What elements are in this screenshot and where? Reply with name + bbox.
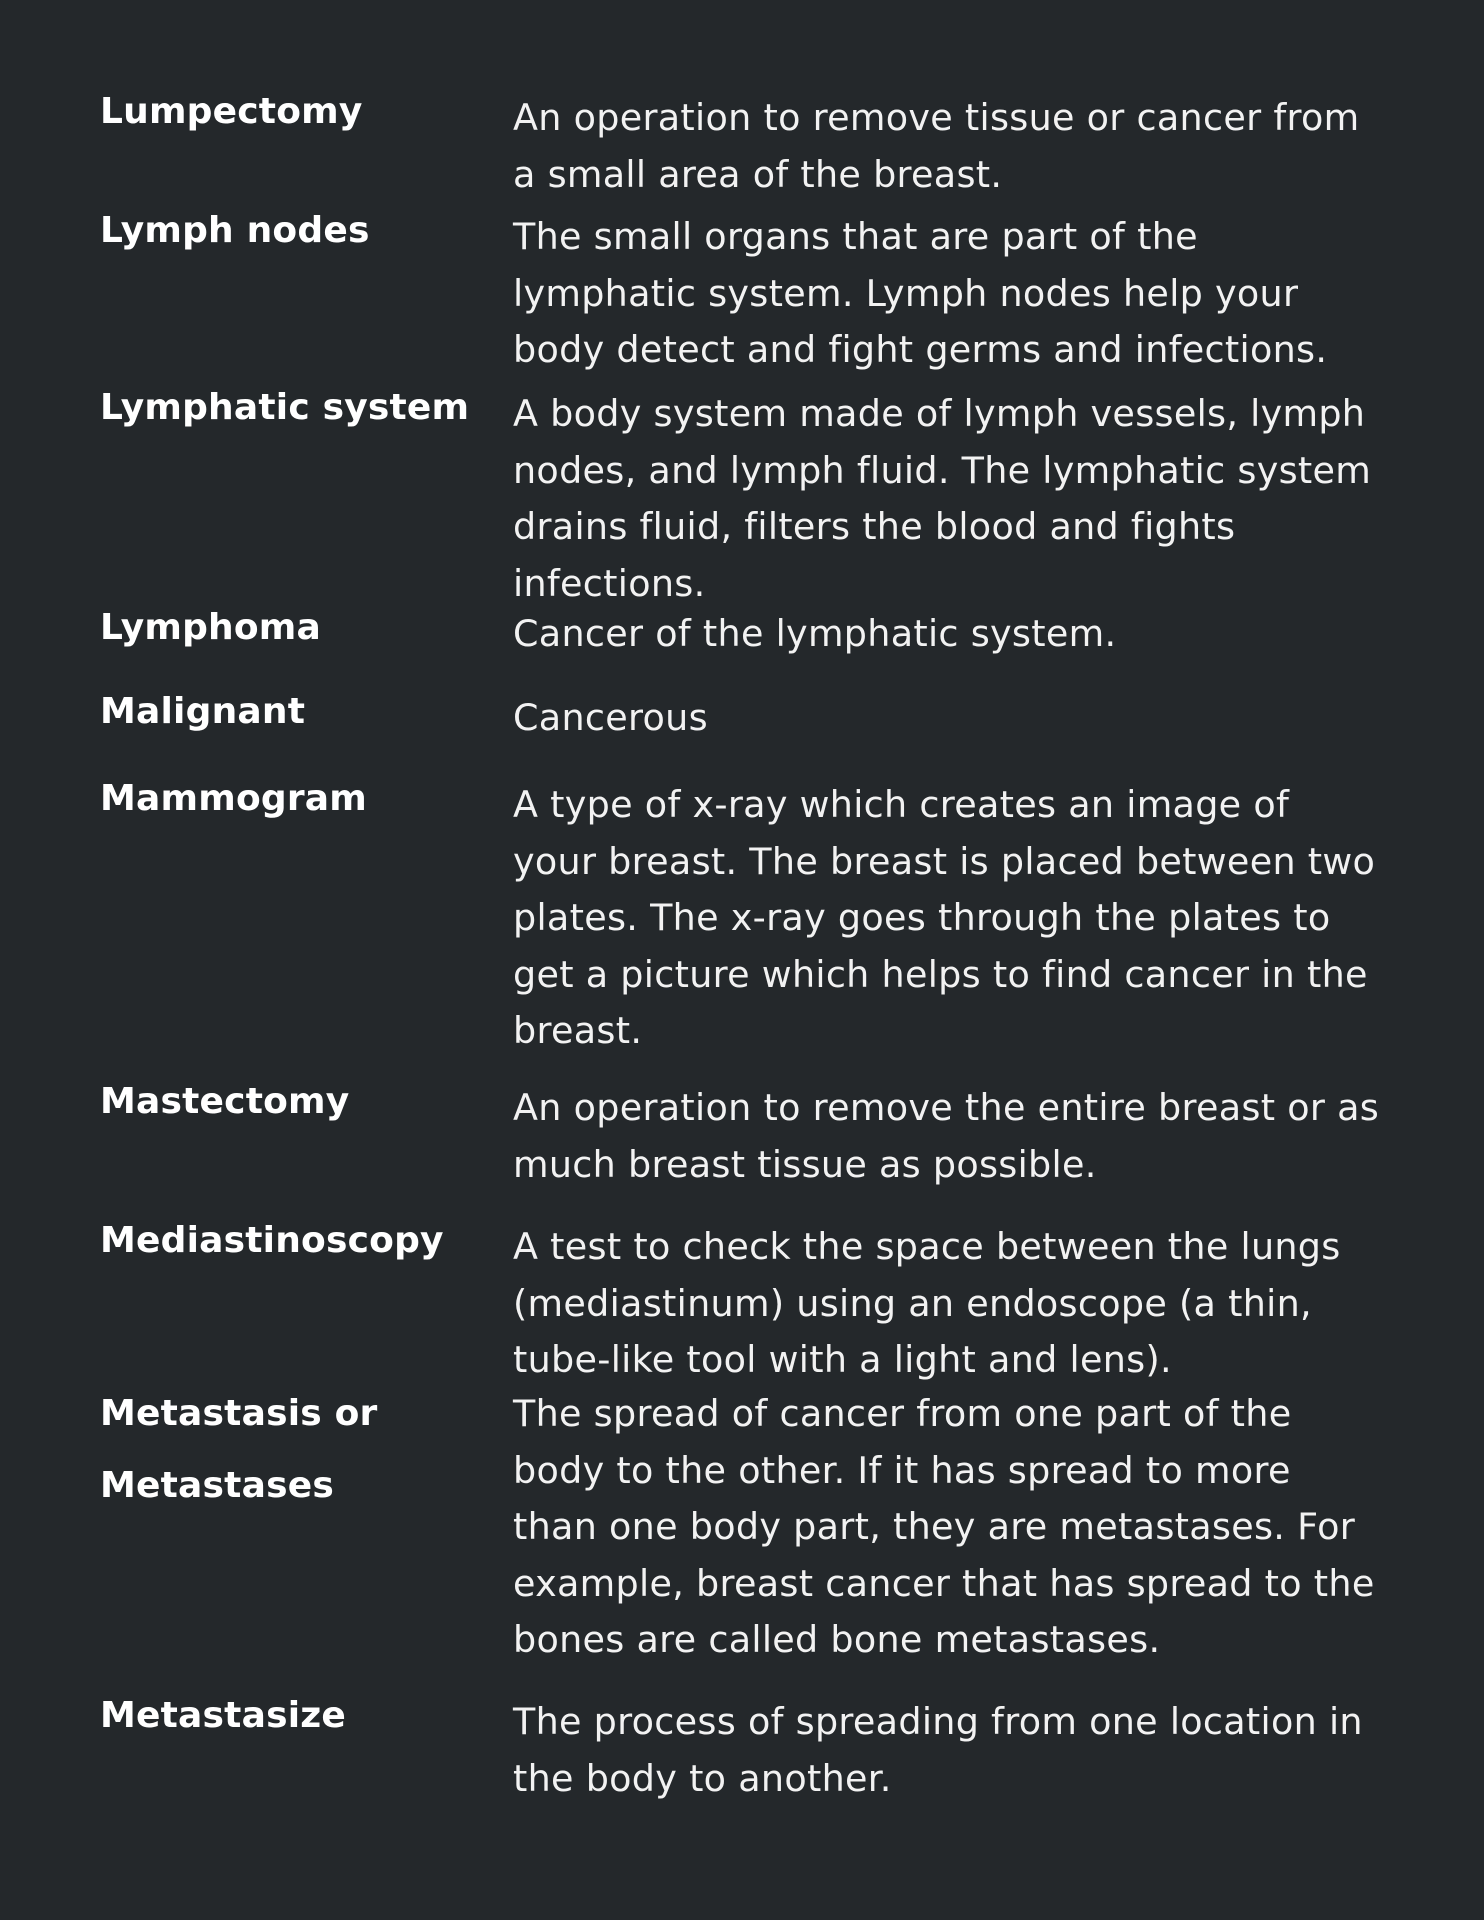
glossary-definition: A type of x-ray which creates an image of your breast. The breast is placed between two plates. The x-ray goes through the plates to get a picture which helps to find cancer in the breast. [513,783,1376,1052]
glossary-term: Malignant [100,691,306,732]
glossary-term: Lymphatic system [100,387,470,428]
glossary-term: Mediastinoscopy [100,1220,444,1261]
glossary-definition: A test to check the space between the lungs (mediastinum) using an endoscope (a thin, tube-like tool with a light and lens). [513,1225,1341,1381]
glossary-definition: A body system made of lymph vessels, lymph nodes, and lymph fluid. The lymphatic system drains fluid, filters the blood and fights infections. [513,392,1372,605]
glossary-term: Lymph nodes [100,210,370,251]
glossary-definition: Cancerous [513,696,708,739]
glossary-definition: The process of spreading from one location in the body to another. [513,1700,1363,1800]
glossary-term: Mammogram [100,778,368,819]
glossary-term: Lymphoma [100,607,322,648]
glossary-definition: The small organs that are part of the lymphatic system. Lymph nodes help your body detect and fight germs and infections. [513,215,1328,371]
glossary-definition: An operation to remove tissue or cancer from a small area of the breast. [513,96,1360,196]
glossary-term: Metastasis or Metastases [100,1393,378,1506]
glossary-term: Lumpectomy [100,91,363,132]
glossary-definition: Cancer of the lymphatic system. [513,612,1117,655]
glossary-definition: The spread of cancer from one part of the body to the other. If it has spread to more than one body part, they are metastases. For example, breast cancer that has spread to the bones are called bone metastases. [513,1392,1375,1661]
glossary-term: Metastasize [100,1695,347,1736]
glossary-term: Mastectomy [100,1081,350,1122]
glossary-definition: An operation to remove the entire breast or as much breast tissue as possible. [513,1086,1380,1186]
